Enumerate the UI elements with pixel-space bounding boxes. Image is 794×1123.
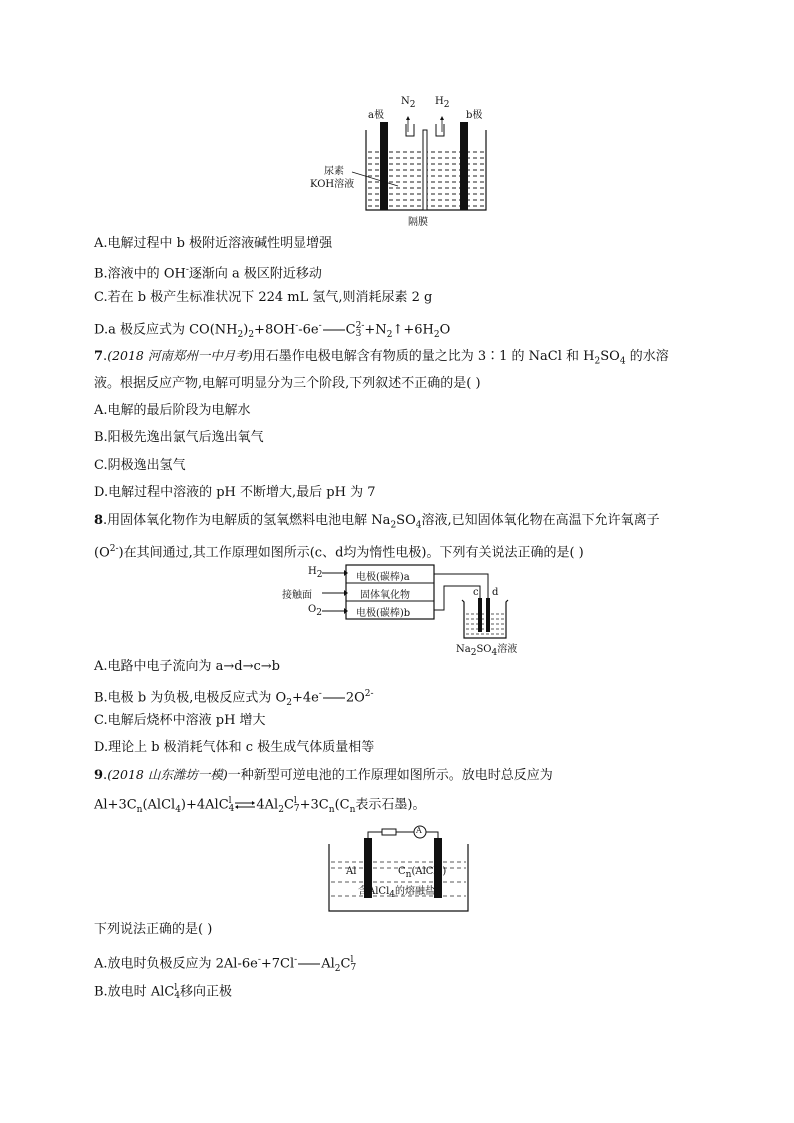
cn-electrode-label: $C_n(AlCl_4)$ — [398, 866, 447, 880]
q9-option-b: B.放电时 AlC l 4 移向正极 — [94, 983, 233, 1001]
equals-sign-icon — [322, 327, 346, 333]
q7-stem-line-1: 7.(2018 河南郑州一中月考)用石墨作电极电解含有物质的量之比为 3∶1 的 NaCl 和 $H_2SO_4$ 的水溶 — [94, 348, 669, 367]
electrode-a-box: 电极(碳棒)a — [356, 572, 410, 583]
q6-option-b: B.溶液中的 OH-逐渐向 a 极区附近移动 — [94, 265, 322, 282]
reversible-arrow-icon — [234, 800, 256, 810]
ammeter-icon: A — [416, 826, 422, 835]
equals-sign-icon — [322, 695, 346, 701]
q8-stem-line-1: 8.用固体氧化物作为电解质的氢氧燃料电池电解 $Na_2SO_4$溶液,已知固体氧化物在高温下允许氧离子 — [94, 513, 660, 531]
q6-option-d: D.a 极反应式为 $CO(NH_2)_2+8OH^--6e^-$ C 2- 3 $+N_2↑+6H_2O$ — [94, 320, 451, 340]
urea-label: 尿素 — [324, 166, 344, 177]
electrode-b-label: b极 — [466, 110, 483, 121]
q9-stem-line-1: 9.(2018 山东潍坊一模)一种新型可逆电池的工作原理如图所示。放电时总反应为 — [94, 767, 553, 783]
q7-stem-line-2: 液。根据反应产物,电解可明显分为三个阶段,下列叙述不正确的是( ) — [94, 376, 481, 391]
fuel-cell-figure — [276, 562, 526, 656]
q8-option-a: A.电路中电子流向为 a→d→c→b — [94, 659, 281, 674]
h2-label: $H_2$ — [435, 96, 450, 110]
q8-stem-line-2: $(O^{2-})$在其间通过,其工作原理如图所示(c、d均为惰性电极)。下列有关说法正确的是( ) — [94, 544, 584, 561]
contact-surface-label: 接触面 — [282, 590, 312, 601]
q9-option-a: A.放电时负极反应为 2Al-6e-+7Cl- $Al_2C$ l 7 — [94, 954, 357, 974]
h2-input-label: $H_2$ — [308, 566, 323, 580]
electrode-d-label: d — [492, 587, 499, 598]
electrode-b-box: 电极(碳棒)b — [356, 608, 411, 619]
q8-option-b: B.电极 b 为负极,电极反应式为 $O_2+4e^-$ $2O^{2-}$ — [94, 689, 374, 708]
q6-option-c: C.若在 b 极产生标准状况下 224 mL 氢气,则消耗尿素 2 g — [94, 290, 433, 305]
n2-label: $N_2$ — [401, 96, 416, 110]
membrane-label: 隔膜 — [408, 217, 428, 228]
na2so4-solution-label: $Na_2SO_4$溶液 — [456, 644, 518, 658]
q9-question: 下列说法正确的是( ) — [94, 922, 213, 937]
q6-option-a: A.电解过程中 b 极附近溶液碱性明显增强 — [94, 236, 333, 251]
electrode-c-label: c — [473, 587, 479, 598]
q7-option-d: D.电解过程中溶液的 pH 不断增大,最后 pH 为 7 — [94, 485, 376, 500]
koh-label: KOH溶液 — [310, 179, 355, 190]
o2-input-label: $O_2$ — [308, 604, 322, 618]
q8-option-c: C.电解后烧杯中溶液 pH 增大 — [94, 713, 266, 728]
q9-equation: $Al+3C_n(AlCl_4)+4AlC$ l 4 $4Al_2C$ l 7 $+3C_n(C_n$表示石墨)。 — [94, 796, 426, 816]
q7-option-a: A.电解的最后阶段为电解水 — [94, 403, 251, 418]
q7-option-c: C.阴极逸出氢气 — [94, 458, 186, 473]
q8-option-d: D.理论上 b 极消耗气体和 c 极生成气体质量相等 — [94, 740, 375, 755]
molten-salt-label: 含AlCl$_4$的熔融盐 — [358, 886, 436, 900]
al-electrode-label: Al — [346, 866, 357, 877]
battery-figure — [326, 824, 472, 914]
q7-option-b: B.阳极先逸出氯气后逸出氧气 — [94, 430, 264, 445]
electrode-a-label: a极 — [368, 110, 384, 121]
electrolysis-figure-1 — [310, 92, 510, 226]
equals-sign-icon — [297, 961, 321, 967]
solid-oxide-box: 固体氧化物 — [360, 590, 410, 601]
